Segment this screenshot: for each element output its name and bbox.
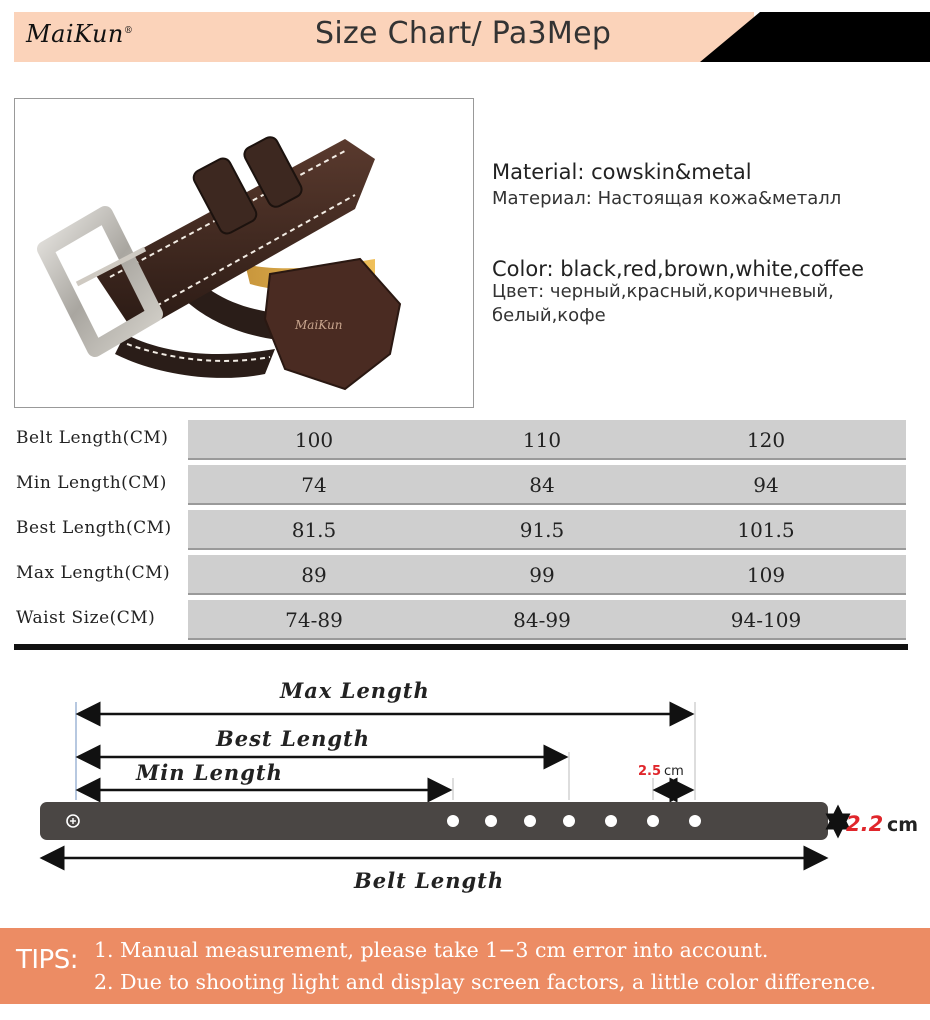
row-label: Min Length(CM) [16, 473, 167, 493]
table-cell: 74-89 [285, 608, 343, 632]
belt-hole [647, 815, 659, 827]
width-value: 2.2 [846, 812, 884, 836]
belt-hole [689, 815, 701, 827]
row-label: Max Length(CM) [16, 563, 171, 583]
table-cell: 84 [529, 473, 555, 497]
header [0, 0, 930, 80]
table-cell: 110 [522, 428, 562, 452]
brand-logo: MaiKun® [26, 20, 134, 48]
row-label: Waist Size(CM) [16, 608, 156, 628]
table-row [14, 418, 906, 463]
table-cell: 120 [746, 428, 786, 452]
min-length-label: Min Length [136, 760, 283, 785]
table-row [14, 508, 906, 553]
row-cells [188, 420, 906, 458]
row-cells [188, 465, 906, 503]
max-length-label: Max Length [280, 678, 430, 703]
table-cell: 94 [753, 473, 779, 497]
belt-strap [40, 802, 828, 840]
table-cell: 100 [294, 428, 334, 452]
row-label: Belt Length(CM) [16, 428, 169, 448]
table-divider [14, 644, 908, 650]
belt-hole [447, 815, 459, 827]
belt-diagram-svg [0, 660, 930, 910]
table-cell: 89 [301, 563, 327, 587]
best-length-label: Best Length [216, 726, 370, 751]
table-cell: 84-99 [513, 608, 571, 632]
tag-brand-text: MaiKun [295, 318, 343, 332]
table-cell: 99 [529, 563, 555, 587]
table-cell: 101.5 [737, 518, 795, 542]
color-en: Color: black,red,brown,white,coffee [492, 257, 865, 281]
belt-diagram [0, 660, 930, 910]
tip-line-1: 1. Manual measurement, please take 1−3 cm error into account. [94, 938, 769, 962]
hole-spacing-unit: cm [664, 764, 684, 779]
material-ru: Материал: Настоящая кожа&металл [492, 188, 842, 209]
table-cell: 91.5 [519, 518, 565, 542]
color-ru-line2: белый,кофе [492, 305, 606, 326]
table-row [14, 463, 906, 508]
table-row [14, 598, 906, 643]
belt-hole [605, 815, 617, 827]
belt-hole [524, 815, 536, 827]
belt-photo-illustration [15, 99, 474, 408]
tip-line-2: 2. Due to shooting light and display screen factors, a little color difference. [94, 970, 877, 994]
belt-length-label: Belt Length [354, 868, 505, 893]
table-row [14, 553, 906, 598]
tips-banner [0, 928, 930, 1004]
hole-spacing-value: 2.5 [638, 764, 662, 779]
table-cell: 81.5 [291, 518, 337, 542]
material-en: Material: cowskin&metal [492, 160, 752, 184]
table-cell: 94-109 [730, 608, 802, 632]
tips-heading: TIPS: [16, 945, 78, 975]
table-cell: 109 [746, 563, 786, 587]
table-cell: 74 [301, 473, 327, 497]
row-cells [188, 600, 906, 638]
page-title: Size Chart/ Pa3Mep [315, 16, 612, 51]
row-label: Best Length(CM) [16, 518, 172, 538]
size-table [14, 418, 906, 643]
product-photo [14, 98, 474, 408]
belt-hole [485, 815, 497, 827]
width-unit: cm [887, 814, 919, 836]
row-cells [188, 510, 906, 548]
row-cells [188, 555, 906, 593]
belt-hole [563, 815, 575, 827]
color-ru-line1: Цвет: черный,красный,коричневый, [492, 281, 834, 302]
